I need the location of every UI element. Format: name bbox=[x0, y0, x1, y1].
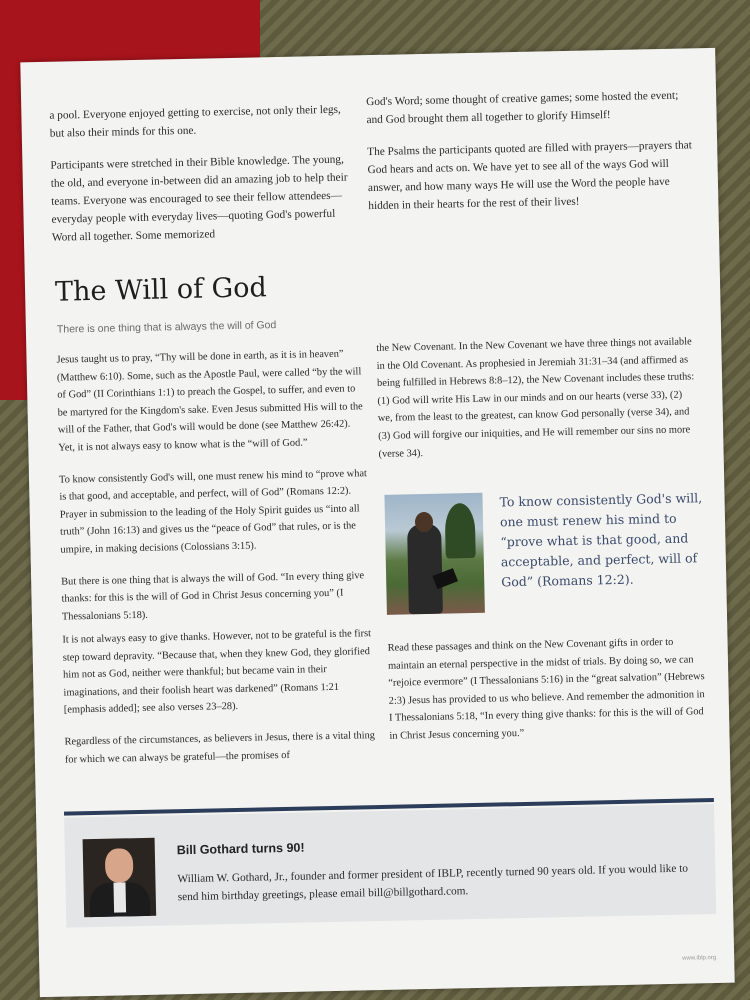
photo-tree bbox=[445, 503, 476, 559]
magazine-page bbox=[20, 48, 734, 997]
avatar-shirt bbox=[113, 882, 126, 912]
avatar-face bbox=[105, 848, 134, 883]
paragraph: But there is one thing that is always the will of God. “In every thing give thanks: for this is the will of God in Christ Jesus concerning you” (I Thessalonians 5:18). bbox=[61, 569, 365, 623]
paragraph: Read these passages and think on the New Covenant gifts in order to maintain an eternal perspective in the midst of trials. By doing so, we can “rejoice evermore” (I Thessalonians 5:16) in the “great salvation” (Hebrews 2:3) Jesus has provided to us who believe. And remember the admonition in I Thessalonians 5:18, “In every thing give thanks: for this is the will of God in Christ Jesus concerning you.” bbox=[387, 636, 705, 742]
article-left-column bbox=[56, 345, 372, 640]
paragraph: Regardless of the circumstances, as believers in Jesus, there is a vital thing for which we can always be grateful—the promises of bbox=[64, 730, 376, 766]
article-title: The Will of God bbox=[54, 272, 268, 308]
top-left-column bbox=[49, 101, 352, 261]
photo-man-with-bible bbox=[384, 493, 484, 615]
paragraph: The Psalms the participants quoted are filled with prayers—prayers that God hears and acts on. We have yet to see all of the ways God will answer, and how many ways He will use the Word the people have hidden in their hearts for the rest of their lives! bbox=[367, 139, 692, 213]
article-bottom-left-column bbox=[62, 625, 377, 783]
announcement-text: William W. Gothard, Jr., founder and former president of IBLP, recently turned 90 years old. If you would like to send him birthday greetings, please email bill@billgothard.com. bbox=[177, 862, 689, 904]
paragraph: To know consistently God's will, one must renew his mind to “prove what is that good, and acceptable, and perfect, will of God” (Romans 12:2). Prayer in submission to the leading of the Holy Spirit guides us “into all truth” (John 16:13) and gives us the “peace of God” that rules, or is the umpire, in making decisions (Colossians 3:15). bbox=[58, 467, 368, 556]
paragraph: the New Covenant. In the New Covenant we have three things not available in the Old Covenant. As prophesied in Jeremiah 31:31–34 (and affirmed as being fulfilled in Hebrews 8:8–12), the New Covenant includes these truths: (1) God will write His Law in our minds and on our hearts (verse 33), (2) we, from the least to the greatest, can know God personally (verse 34), and (3) God will forgive our iniquities, and He will remember our sins no more (verse 34). bbox=[376, 336, 695, 460]
announcement-box bbox=[64, 804, 716, 928]
announcement-title: Bill Gothard turns 90! bbox=[176, 840, 305, 858]
paragraph: It is not always easy to give thanks. However, not to be grateful is the first step toward depravity. “Because that, when they knew God, they glorified him not as God, neither were thankful; but became vain in their imaginations, and their foolish heart was darkened” (Romans 1:21 [emphasis added]; see also verses 23–28). bbox=[62, 628, 372, 716]
top-right-column bbox=[366, 86, 694, 229]
pull-quote: To know consistently God's will, one must renew his mind to “prove what is that good, and acceptable, and perfect, will of God” (Romans 12:2). bbox=[499, 490, 703, 590]
article-bottom-right-column bbox=[387, 633, 707, 759]
paragraph: Jesus taught us to pray, “Thy will be done in earth, as it is in heaven” (Matthew 6:10). Some, such as the Apostle Paul, were called “by the will of God” (II Corinthians 1:1) to preach the Gospel, to suffer, and even to be martyred for the Kingdom's sake. Even Jesus submitted His will to the will of the Father, that God's will would be done (see Matthew 26:42). Yet, it is not always easy to know what is the “will of God.” bbox=[56, 348, 363, 454]
avatar bbox=[83, 838, 157, 917]
footer-url: www.iblp.org bbox=[682, 955, 717, 962]
article-subtitle: There is one thing that is always the will of God bbox=[56, 319, 277, 336]
paragraph: God's Word; some thought of creative games; some hosted the event; and God brought them all together to glorify Himself! bbox=[366, 89, 679, 127]
paragraph: Participants were stretched in their Bible knowledge. The young, the old, and everyone in-between did an amazing job to help their teams. Everyone was encouraged to see their fellow attendees—everyday people with everyday lives—quoting God's powerful Word all together. Some memorized bbox=[50, 153, 348, 244]
paragraph: a pool. Everyone enjoyed getting to exercise, not only their legs, but also their minds for this one. bbox=[49, 103, 341, 140]
photo-person bbox=[407, 524, 443, 615]
article-right-column bbox=[376, 333, 699, 477]
